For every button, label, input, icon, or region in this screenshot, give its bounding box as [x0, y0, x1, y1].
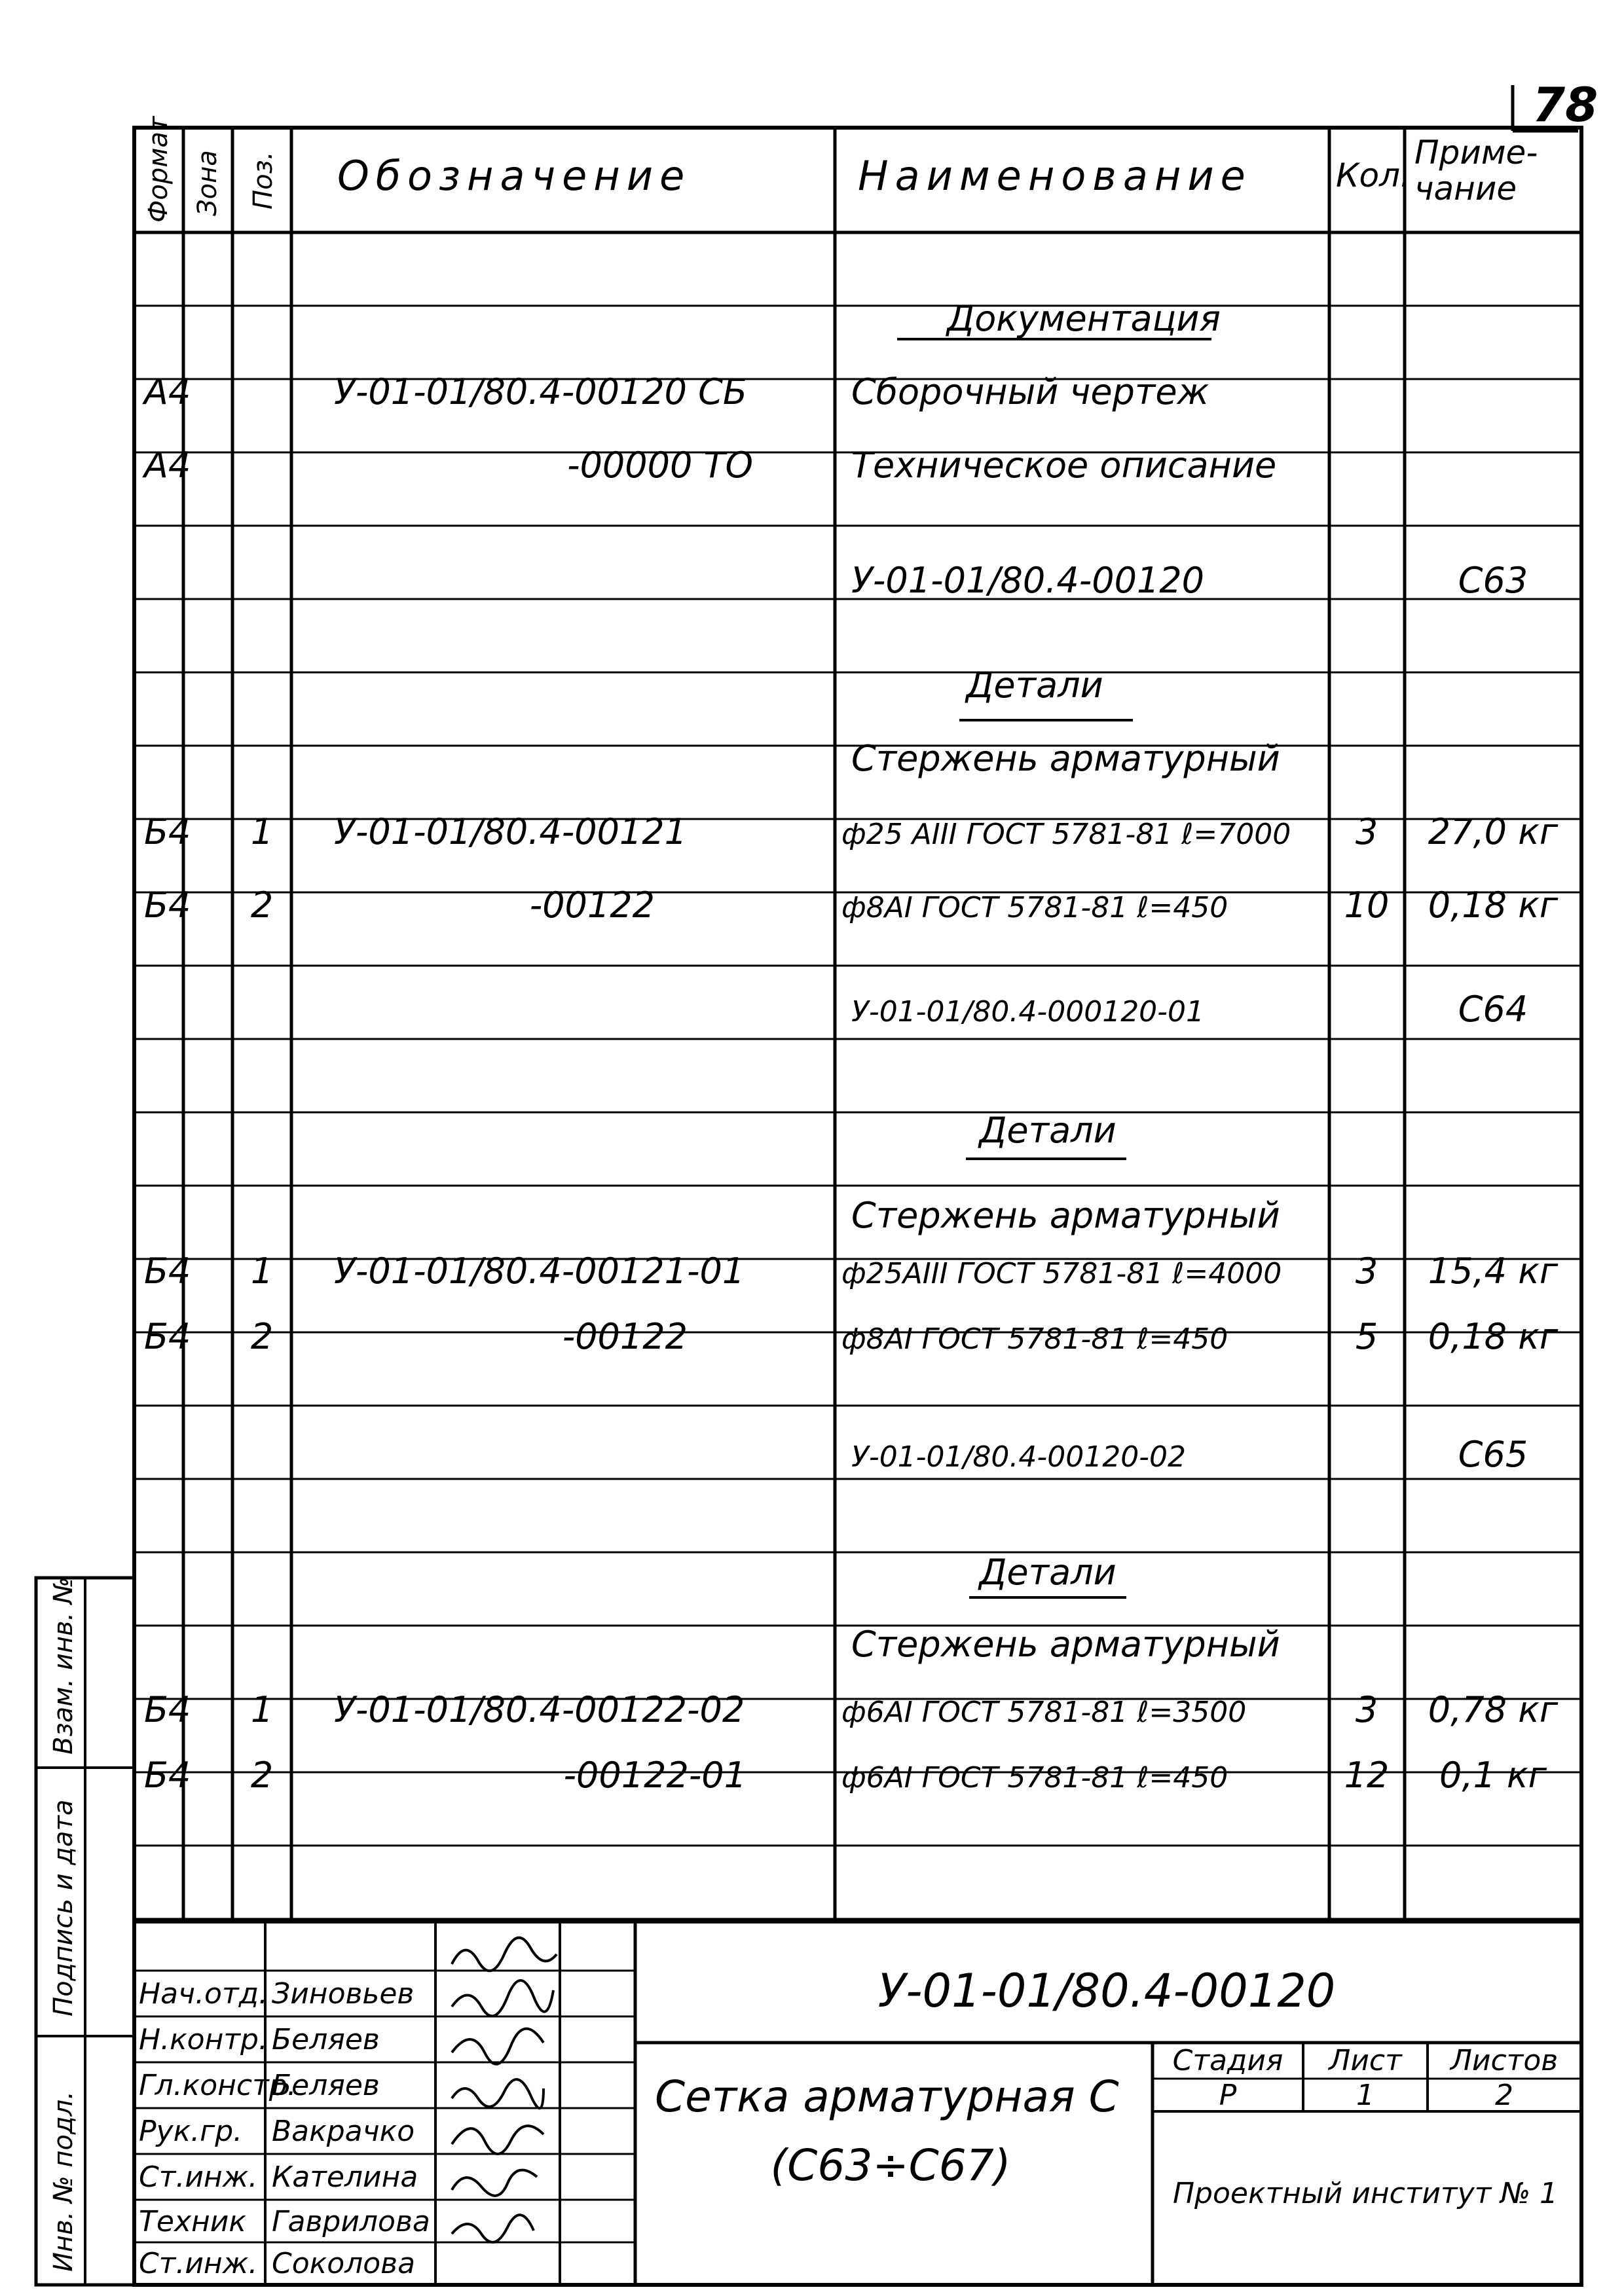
row-note: 0,18 кг [1428, 884, 1559, 926]
row-designation: У-01-01/80.4-00122-02 [334, 1689, 745, 1730]
header-pos: Поз. [248, 151, 278, 210]
row-qty: 3 [1355, 1689, 1378, 1730]
row-designation: У-01-01/80.4-00121 [334, 811, 687, 852]
doc-code: У-01-01/80.4-00120 [877, 1964, 1336, 2018]
role-label: Техник [139, 2205, 246, 2238]
role-surname: Вакрачко [272, 2115, 415, 2148]
row-qty: 10 [1344, 884, 1390, 926]
row-note: С65 [1458, 1434, 1528, 1475]
row-format: Б4 [144, 1755, 191, 1796]
row-format: А4 [144, 445, 191, 486]
side-label-sign-date: Подпись и дата [48, 1799, 79, 2016]
side-label-replace-inv: Взам. инв. № [48, 1576, 79, 1755]
header-qty: Кол. [1336, 156, 1411, 194]
signature [452, 2079, 544, 2108]
role-surname: Кателина [272, 2160, 418, 2194]
row-note: С63 [1458, 560, 1528, 601]
row-pos: 1 [250, 1689, 274, 1730]
role-surname: Соколова [272, 2247, 416, 2280]
row-qty: 5 [1355, 1316, 1378, 1357]
role-label: Ст.инж. [139, 2160, 258, 2194]
role-surname: Беляев [272, 2023, 380, 2056]
stage-value: Р [1219, 2079, 1237, 2112]
row-note: С64 [1458, 989, 1528, 1030]
signatures [452, 1938, 557, 2242]
signature [452, 2170, 537, 2196]
row-name: ф6АI ГОСТ 5781-81 ℓ=450 [841, 1761, 1228, 1795]
sheet-label: Лист [1329, 2044, 1402, 2077]
row-qty: 12 [1344, 1755, 1390, 1796]
row-pos: 1 [250, 811, 274, 852]
row-name: У-01-01/80.4-00120-02 [851, 1440, 1187, 1474]
row-designation: У-01-01/80.4-00120 СБ [334, 371, 747, 412]
section-heading: Документация [947, 298, 1221, 339]
table-body [142, 298, 1559, 1796]
role-label: Рук.гр. [139, 2115, 243, 2148]
role-surname: Беляев [272, 2069, 380, 2102]
row-note: 15,4 кг [1428, 1250, 1559, 1292]
header-format: Формат [143, 116, 174, 223]
title-line1: Сетка арматурная С [655, 2071, 1119, 2122]
row-designation: -00000 ТО [567, 445, 753, 486]
sheets-label: Листов [1450, 2044, 1559, 2077]
signature-roles [139, 1977, 430, 2280]
row-designation: -00122 [562, 1316, 688, 1357]
row-name: ф8АI ГОСТ 5781-81 ℓ=450 [841, 891, 1228, 924]
row-format: Б4 [144, 884, 191, 926]
row-qty: 3 [1355, 811, 1378, 852]
row-format: Б4 [144, 811, 191, 852]
signature [452, 1938, 557, 1971]
signature [452, 1980, 553, 2016]
row-format: Б4 [144, 1689, 191, 1730]
row-note: 0,78 кг [1428, 1689, 1559, 1730]
row-pos: 2 [250, 1316, 274, 1357]
title-line2: (С63÷С67) [770, 2140, 1011, 2191]
stage-label: Стадия [1172, 2044, 1283, 2077]
row-qty: 3 [1355, 1250, 1378, 1292]
row-pos: 2 [250, 1755, 274, 1796]
sheets-value: 2 [1495, 2079, 1513, 2112]
row-note: 0,18 кг [1428, 1316, 1559, 1357]
row-name: Стержень арматурный [851, 1624, 1280, 1665]
row-name: Техническое описание [851, 445, 1277, 486]
role-label: Нач.отд. [139, 1977, 268, 2011]
header-zone: Зона [193, 150, 223, 216]
row-note: 27,0 кг [1428, 811, 1559, 852]
side-label-inv-orig: Инв. № подл. [48, 2091, 79, 2272]
row-format: Б4 [144, 1316, 191, 1357]
row-name: У-01-01/80.4-000120-01 [851, 995, 1205, 1029]
row-format: Б4 [144, 1250, 191, 1292]
role-surname: Зиновьев [272, 1977, 415, 2011]
header-note-line1: Приме- [1414, 134, 1538, 172]
section-heading: Детали [966, 665, 1103, 706]
row-format: А4 [144, 371, 191, 412]
role-label: Гл.констр. [139, 2069, 297, 2102]
organization: Проектный институт № 1 [1172, 2177, 1559, 2210]
signature [452, 2126, 544, 2154]
row-pos: 2 [250, 884, 274, 926]
signature [452, 2215, 534, 2242]
header-note-line2: чание [1414, 170, 1517, 208]
header-designation: Обозначение [337, 152, 692, 200]
page-number: 78 [1532, 77, 1598, 132]
sheet-value: 1 [1356, 2079, 1375, 2112]
row-designation: У-01-01/80.4-00121-01 [334, 1250, 745, 1292]
signature [452, 2029, 544, 2064]
row-name: Сборочный чертеж [851, 371, 1209, 412]
row-designation: -00122 [529, 884, 655, 926]
row-pos: 1 [250, 1250, 274, 1292]
row-name: У-01-01/80.4-00120 [851, 560, 1204, 601]
row-name: ф25 АIII ГОСТ 5781-81 ℓ=7000 [841, 818, 1291, 851]
row-name: ф6АI ГОСТ 5781-81 ℓ=3500 [841, 1696, 1247, 1729]
row-note: 0,1 кг [1439, 1755, 1547, 1796]
header-name: Наименование [858, 152, 1252, 200]
role-label: Н.контр. [139, 2023, 268, 2056]
row-designation: -00122-01 [563, 1755, 747, 1796]
row-name: Стержень арматурный [851, 1195, 1280, 1236]
row-name: Стержень арматурный [851, 738, 1280, 779]
row-name: ф8АI ГОСТ 5781-81 ℓ=450 [841, 1322, 1228, 1356]
section-heading: Детали [979, 1552, 1116, 1593]
row-name: ф25АIII ГОСТ 5781-81 ℓ=4000 [841, 1257, 1282, 1290]
role-surname: Гаврилова [272, 2205, 430, 2238]
role-label: Ст.инж. [139, 2247, 258, 2280]
section-heading: Детали [979, 1110, 1116, 1151]
